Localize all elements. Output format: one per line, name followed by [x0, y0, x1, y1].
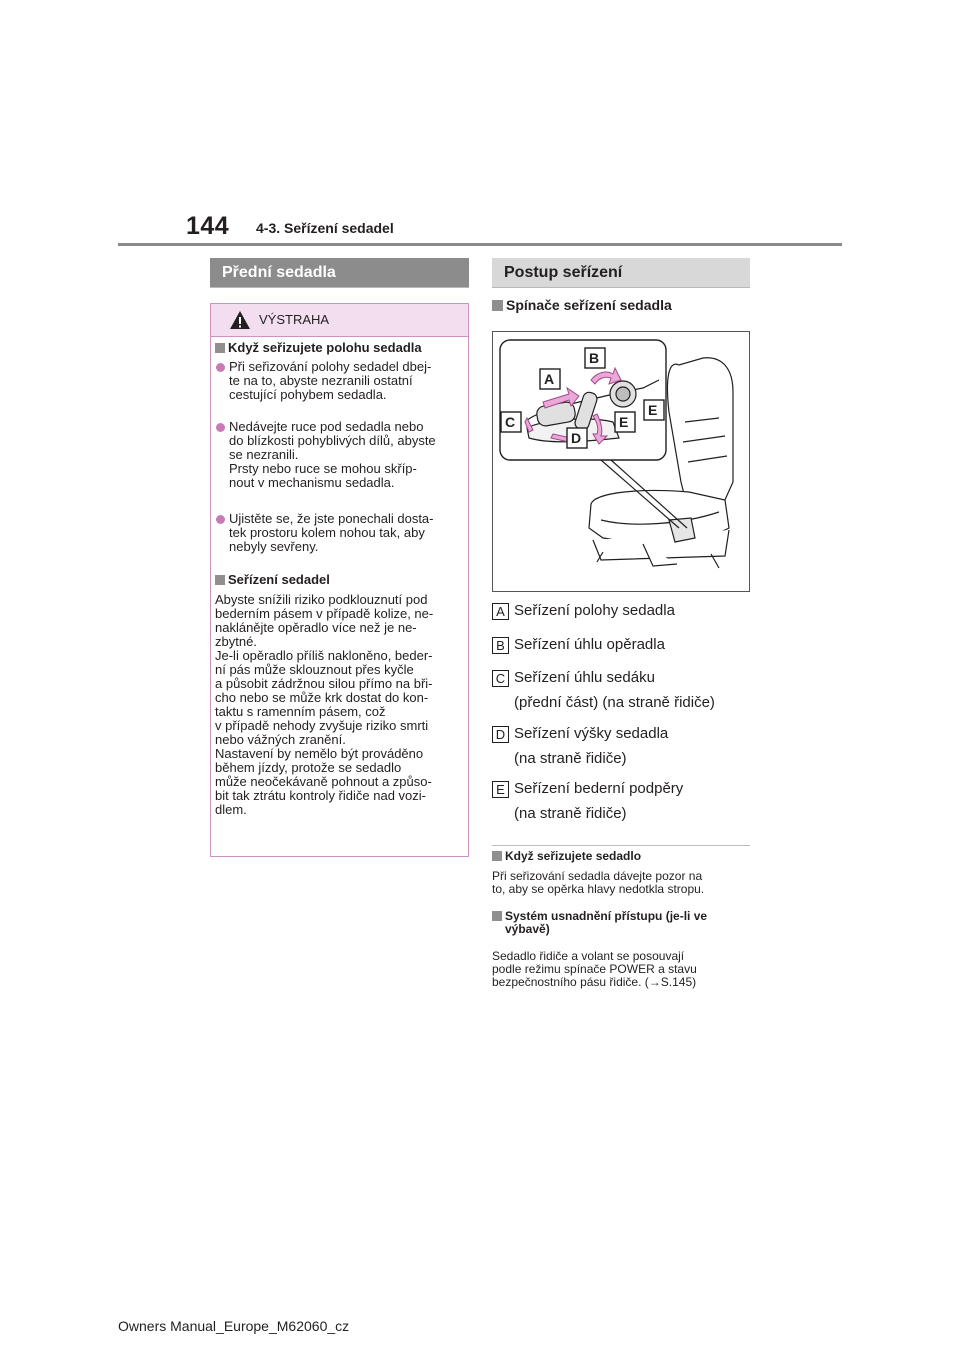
- note-line: podle režimu spínače POWER a stavu: [492, 962, 697, 976]
- legend-letter: D: [492, 726, 509, 743]
- warning-group-title-text: Seřízení sedadel: [228, 572, 330, 587]
- square-bullet-icon: [215, 343, 225, 353]
- warning-bullet-item: [229, 420, 436, 490]
- seat-switches-subheading-text: Spínače seřízení sedadla: [506, 297, 672, 313]
- legend-text: (přední část) (na straně řidiče): [514, 694, 715, 711]
- warning-header: [211, 304, 468, 337]
- warning-group-title-text: Když seřizujete polohu sedadla: [228, 340, 422, 355]
- note-title-text: Když seřizujete sedadlo: [505, 849, 642, 863]
- legend-text: Seřízení výšky sedadla: [514, 725, 669, 742]
- note-line: Při seřizování sedadla dávejte pozor na: [492, 869, 703, 883]
- warning-line: dlem.: [215, 802, 247, 817]
- warning-line: naklánějte opěradlo více než je ne-: [215, 620, 417, 635]
- warning-bullet-item: [229, 512, 434, 554]
- warning-line: te na to, abyste nezranili ostatní: [229, 373, 413, 388]
- warning-line: Abyste snížili riziko podklouznutí pod: [215, 592, 428, 607]
- warning-line: Nastavení by nemělo být prováděno: [215, 746, 424, 761]
- note-title: [492, 910, 707, 936]
- note-line: Sedadlo řidiče a volant se posouvají: [492, 949, 685, 963]
- warning-line: cestující pohybem sedadla.: [229, 387, 387, 402]
- square-bullet-icon: [492, 911, 502, 921]
- seat-switch-diagram: [492, 331, 750, 592]
- warning-line: nebyly sevřeny.: [229, 539, 319, 554]
- warning-title: VÝSTRAHA: [259, 312, 330, 327]
- warning-line: nout v mechanismu sedadla.: [229, 475, 395, 490]
- warning-line: v případě nehody zvyšuje riziko smrti: [215, 718, 429, 733]
- note-title-text: Systém usnadnění přístupu (je-li ve: [505, 909, 708, 923]
- footer-text: Owners Manual_Europe_M62060_cz: [118, 1318, 350, 1334]
- warning-line: Prsty nebo ruce se mohou skříp-: [229, 461, 417, 476]
- warning-line: taktu s ramenním pásem, což: [215, 704, 386, 719]
- legend-letter: E: [492, 781, 509, 798]
- warning-line: Ujistěte se, že jste ponechali dosta-: [229, 511, 434, 526]
- warning-line: ní pás může sklouznout přes kyčle: [215, 662, 414, 677]
- front-seats-heading: Přední sedadla: [210, 258, 469, 288]
- warning-line: cho nebo se může krk dostat do kon-: [215, 690, 429, 705]
- diagram-label-c: C: [505, 414, 516, 430]
- legend-letter: A: [492, 603, 509, 620]
- warning-line: se nezranili.: [229, 447, 299, 462]
- warning-group-title: [215, 573, 330, 587]
- section-divider: [492, 845, 750, 846]
- diagram-label-d: D: [571, 430, 582, 446]
- legend-text: Seřízení bederní podpěry: [514, 780, 684, 797]
- legend-text: Seřízení úhlu opěradla: [514, 636, 665, 653]
- warning-triangle-icon: [229, 310, 251, 330]
- warning-line: do blízkosti pohyblivých dílů, abyste: [229, 433, 436, 448]
- diagram-label-b: B: [589, 350, 600, 366]
- legend-letter: C: [492, 670, 509, 687]
- warning-line: bederním pásem v případě kolize, ne-: [215, 606, 434, 621]
- square-bullet-icon: [492, 300, 503, 311]
- warning-line: Při seřizování polohy sedadel dbej-: [229, 359, 432, 374]
- warning-line: Nedávejte ruce pod sedadla nebo: [229, 419, 424, 434]
- note-line: bezpečnostního pásu řidiče. (→S.145): [492, 975, 697, 989]
- warning-line: tek prostoru kolem nohou tak, aby: [229, 525, 425, 540]
- header-rule: [118, 243, 842, 246]
- warning-group-title: [215, 341, 422, 355]
- warning-paragraph: [215, 593, 433, 817]
- note-title: [492, 850, 641, 863]
- round-bullet-icon: [216, 363, 225, 372]
- diagram-label-e-second: E: [648, 402, 658, 418]
- legend-text: Seřízení úhlu sedáku: [514, 669, 655, 686]
- diagram-label-a: A: [544, 371, 555, 387]
- round-bullet-icon: [216, 423, 225, 432]
- warning-line: a působit zádržnou silou přímo na bři-: [215, 676, 433, 691]
- seat-switches-subheading: [492, 297, 672, 313]
- legend-letter: B: [492, 637, 509, 654]
- legend-text: (na straně řidiče): [514, 805, 627, 822]
- section-reference: 4-3. Seřízení sedadel: [256, 220, 394, 236]
- seat-illustration: [493, 332, 749, 591]
- note-body: [492, 870, 704, 896]
- legend-text: Seřízení polohy sedadla: [514, 602, 675, 619]
- warning-line: zbytné.: [215, 634, 257, 649]
- warning-box: [210, 303, 469, 857]
- warning-line: může neočekávaně pohnout a způso-: [215, 774, 432, 789]
- warning-line: nebo vážných zranění.: [215, 732, 346, 747]
- adjustment-procedure-heading: Postup seřízení: [492, 258, 750, 288]
- diagram-label-e: E: [619, 414, 629, 430]
- warning-line: během jízdy, protože se sedadlo: [215, 760, 402, 775]
- note-line: to, aby se opěrka hlavy nedotkla stropu.: [492, 882, 705, 896]
- note-body: [492, 950, 697, 989]
- page-number: 144: [186, 212, 230, 240]
- warning-line: Je-li opěradlo příliš nakloněno, beder-: [215, 648, 433, 663]
- note-title-text: výbavě): [505, 922, 550, 936]
- square-bullet-icon: [492, 851, 502, 861]
- legend-text: (na straně řidiče): [514, 750, 627, 767]
- round-bullet-icon: [216, 515, 225, 524]
- warning-bullet-item: [229, 360, 431, 402]
- warning-line: bit tak ztrátu kontroly řidiče nad vozi-: [215, 788, 426, 803]
- square-bullet-icon: [215, 575, 225, 585]
